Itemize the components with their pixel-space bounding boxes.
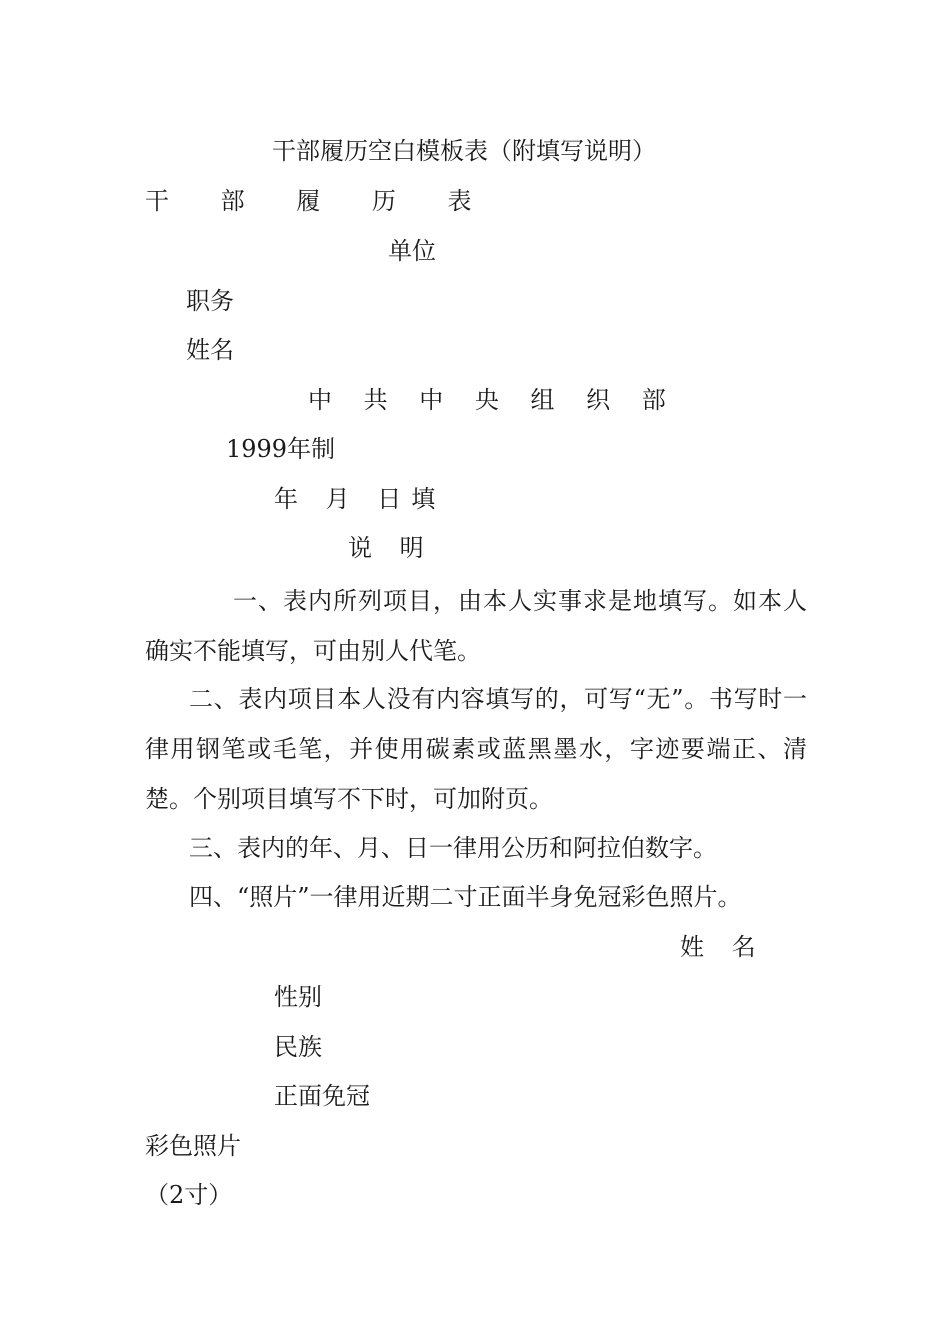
instruction-item-2: 二、表内项目本人没有内容填写的，可写“无”。书写时一律用钢笔或毛笔，并使用碳素或蓝黑墨水，字迹要端正、清楚。个别项目填写不下时，可加附页。 <box>145 685 807 813</box>
date-filled-label: 年 月 日填 <box>274 485 446 513</box>
document-title: 干部履历空白模板表（附填写说明） <box>272 137 656 165</box>
photo-label-line1: 正面免冠 <box>274 1082 370 1110</box>
ethnicity-label: 民族 <box>274 1033 322 1061</box>
issuer-label: 中 共 中 央 组 织 部 <box>308 386 678 414</box>
photo-size-label: （2寸） <box>145 1181 233 1209</box>
instructions-heading: 说 明 <box>348 534 434 562</box>
instruction-item-1: 一、表内所列项目，由本人实事求是地填写。如本人确实不能填写，可由别人代笔。 <box>145 587 807 665</box>
instruction-item-4: 四、“照片”一律用近期二寸正面半身免冠彩色照片。 <box>189 883 742 911</box>
cover-heading: 干 部 履 历 表 <box>145 187 494 215</box>
position-label: 职务 <box>186 287 234 315</box>
year-made-label: 1999年制 <box>226 435 336 463</box>
name-label: 姓名 <box>186 336 234 364</box>
instruction-item-3: 三、表内的年、月、日一律用公历和阿拉伯数字。 <box>189 834 717 862</box>
gender-label: 性别 <box>274 983 322 1011</box>
photo-label-line2: 彩色照片 <box>145 1132 241 1160</box>
form-name-label: 姓 名 <box>680 933 766 961</box>
unit-label: 单位 <box>388 237 436 265</box>
